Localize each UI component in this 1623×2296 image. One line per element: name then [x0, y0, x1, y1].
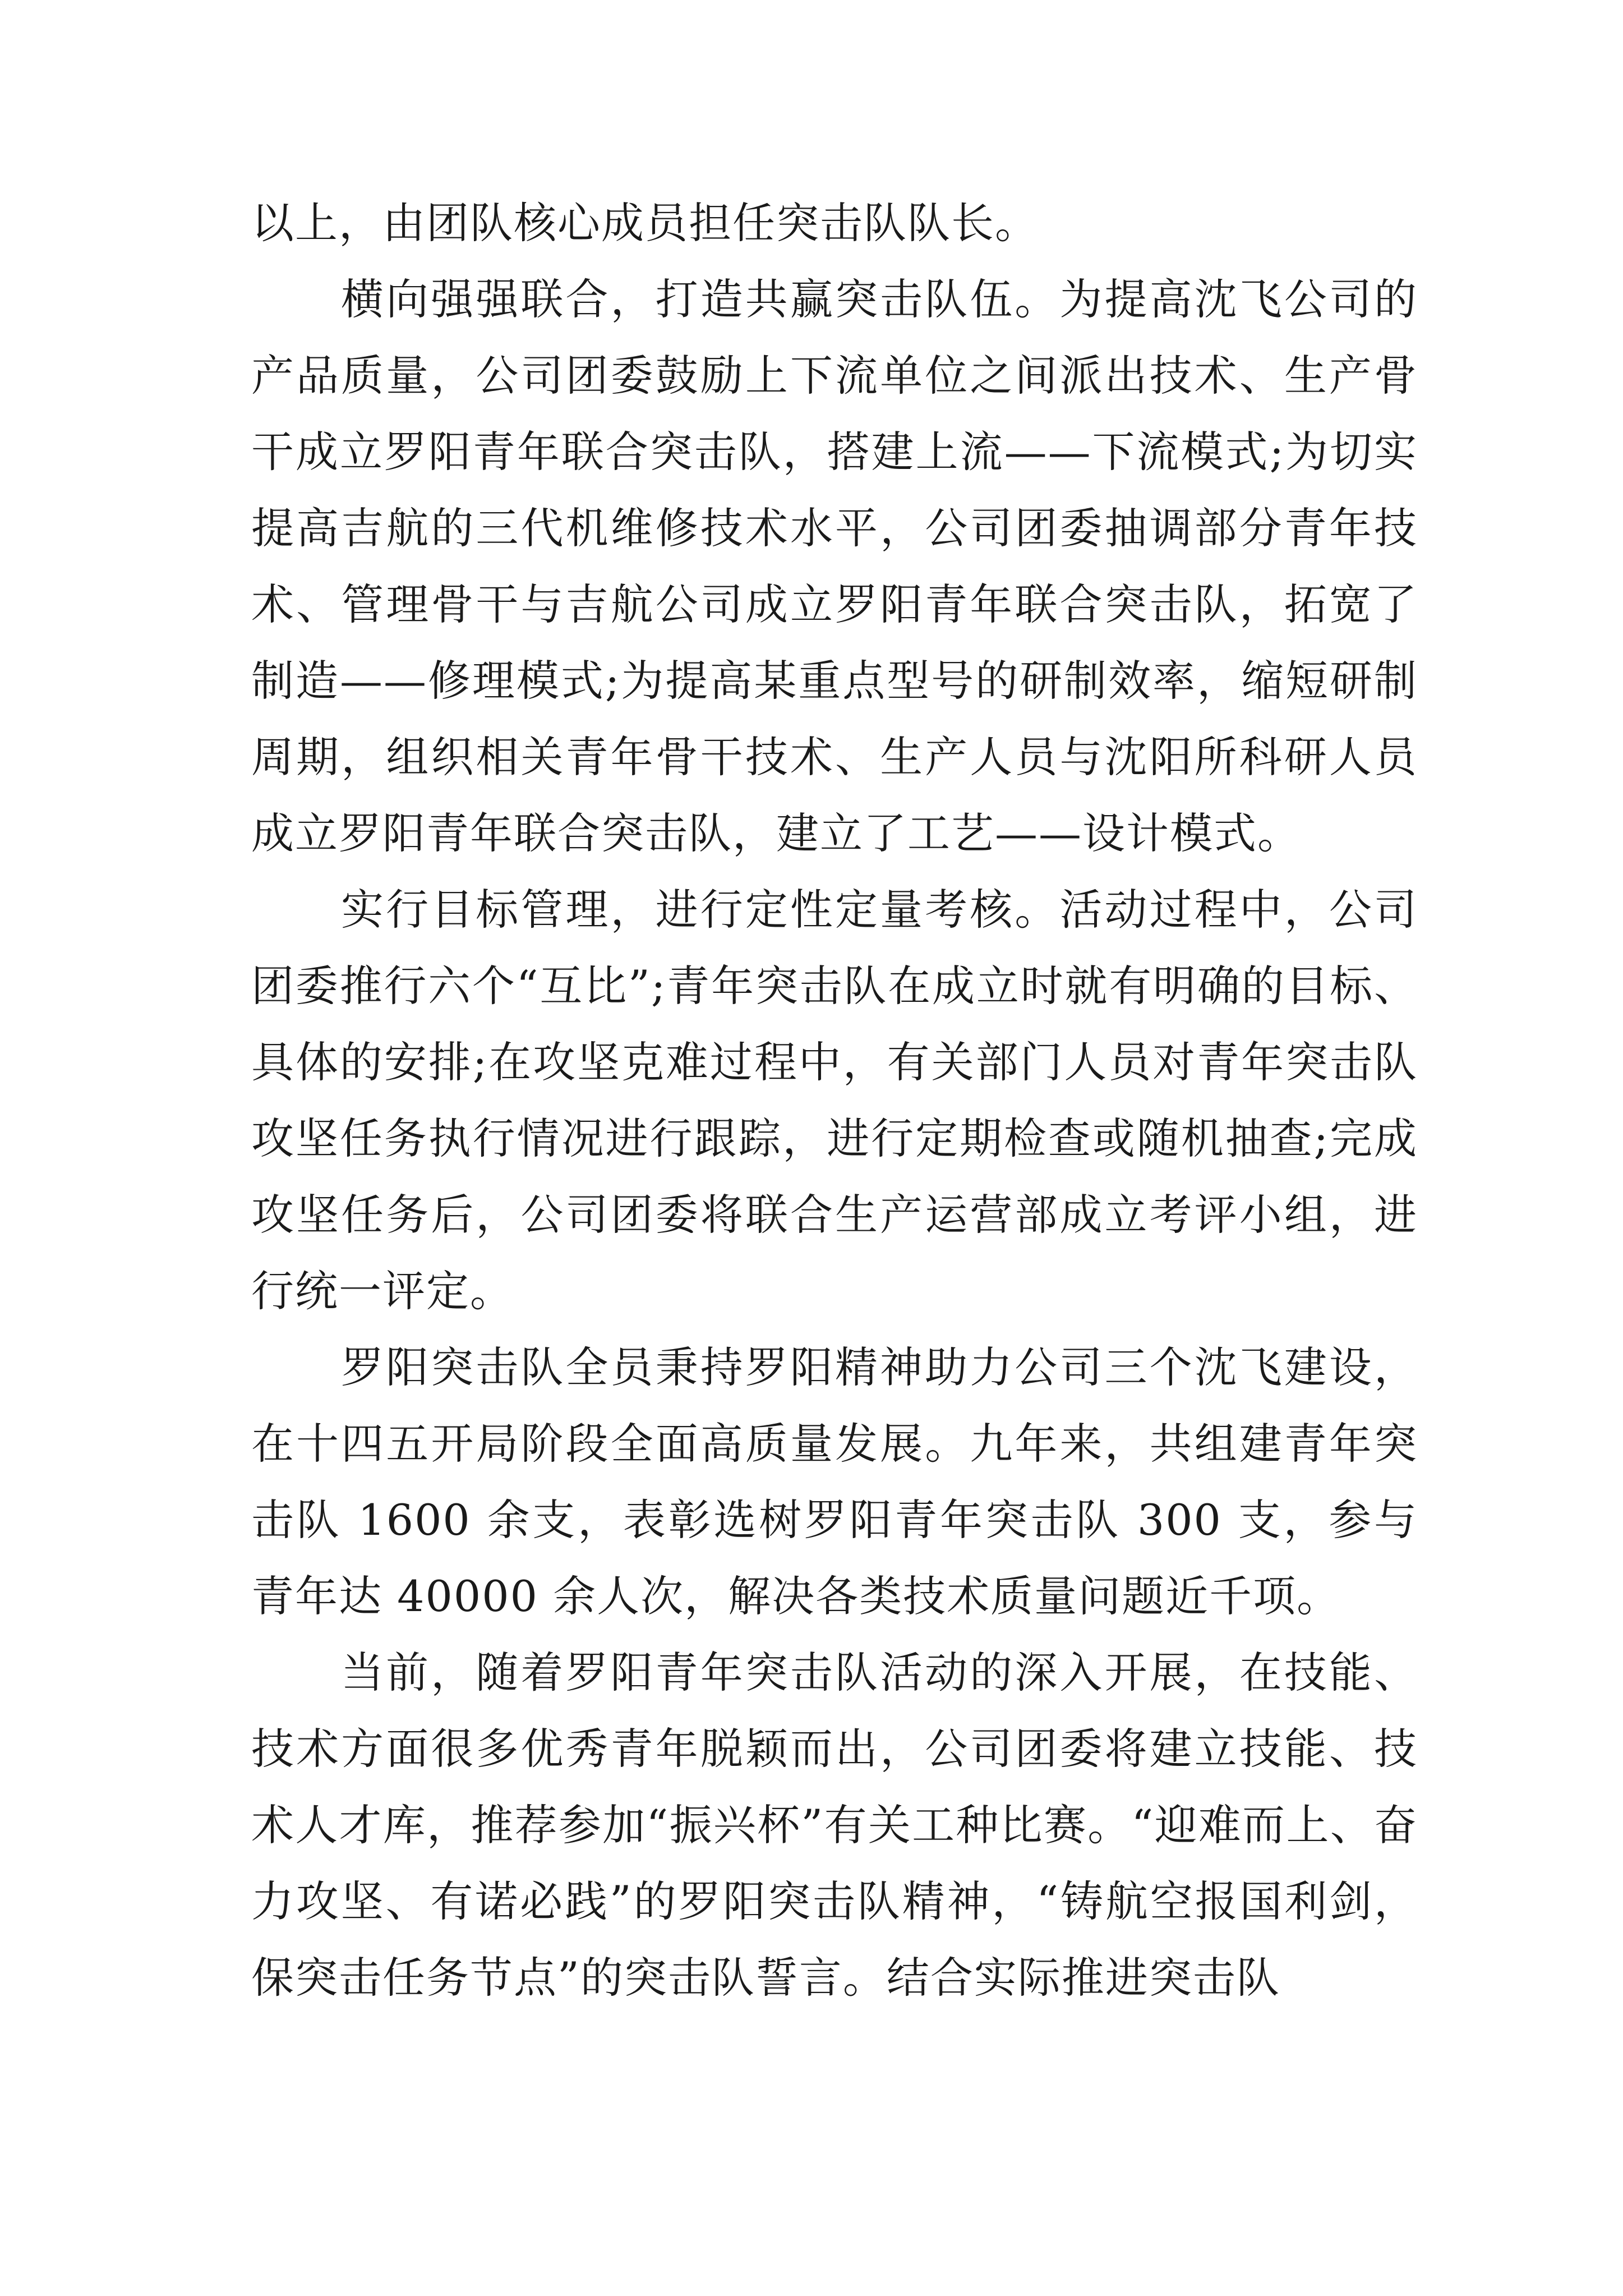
paragraph-outlook: 当前，随着罗阳青年突击队活动的深入开展，在技能、技术方面很多优秀青年脱颖而出，公司团委将建立技能、技术人才库，推荐参加“振兴杯”有关工种比赛。“迎难而上、奋力攻坚、有诺必践”的罗阳突击队精神，“铸航空报国利剑，保突击任务节点”的突击队誓言。结合实际推进突击队 [251, 1648, 1418, 2003]
document-body [251, 185, 1418, 2016]
paragraph-achievements: 罗阳突击队全员秉持罗阳精神助力公司三个沈飞建设，在十四五开局阶段全面高质量发展。九年来，共组建青年突击队 1600 余支，表彰选树罗阳青年突击队 300 支，参与青年达 40000 余人次，解决各类技术质量问题近千项。 [251, 1342, 1418, 1621]
paragraph-joint-teams: 横向强强联合，打造共赢突击队伍。为提高沈飞公司的产品质量，公司团委鼓励上下流单位之间派出技术、生产骨干成立罗阳青年联合突击队，搭建上流——下流模式;为切实提高吉航的三代机维修技术水平，公司团委抽调部分青年技术、管理骨干与吉航公司成立罗阳青年联合突击队，拓宽了制造——修理模式;为提高某重点型号的研制效率，缩短研制周期，组织相关青年骨干技术、生产人员与沈阳所科研人员成立罗阳青年联合突击队，建立了工艺——设计模式。 [251, 274, 1418, 858]
paragraph-continuation: 以上，由团队核心成员担任突击队队长。 [251, 198, 1039, 248]
paragraph-target-management: 实行目标管理，进行定性定量考核。活动过程中，公司团委推行六个“互比”;青年突击队在成立时就有明确的目标、具体的安排;在攻坚克难过程中，有关部门人员对青年突击队攻坚任务执行情况进行跟踪，进行定期检查或随机抽查;完成攻坚任务后，公司团委将联合生产运营部成立考评小组，进行统一评定。 [251, 885, 1418, 1316]
